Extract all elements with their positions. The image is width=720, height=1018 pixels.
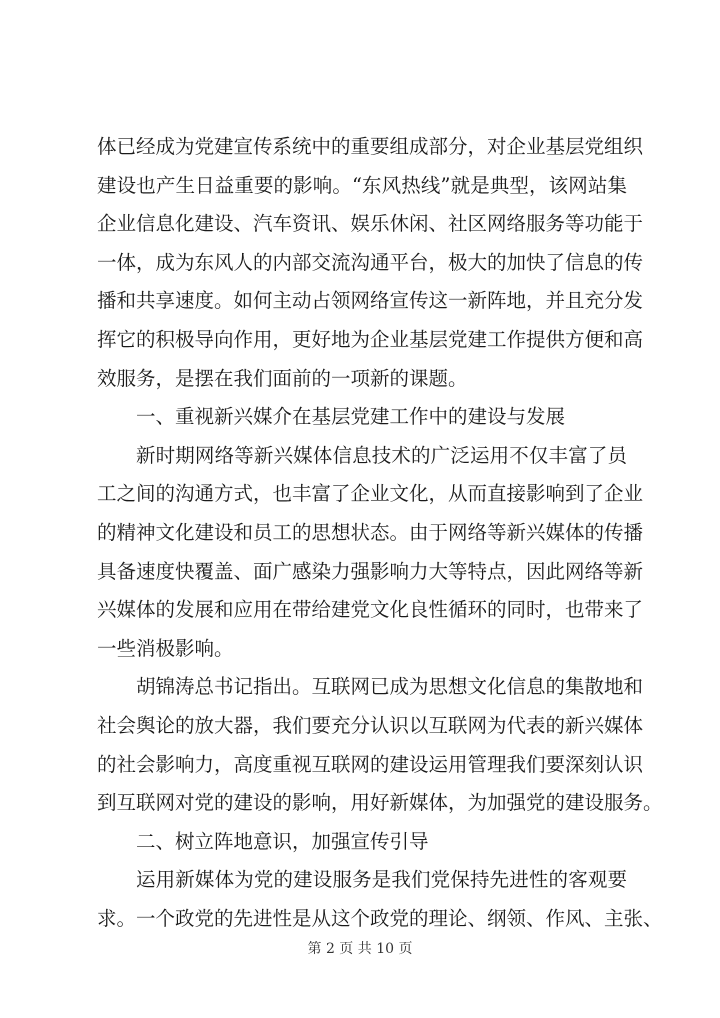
text-line-13: 兴媒体的发展和应用在带给建党文化良性循环的同时，也带来了 <box>97 598 644 622</box>
text-line-12: 具备速度快覆盖、面广感染力强影响力大等特点，因此网络等新 <box>97 559 644 583</box>
text-line-14: 一些消极影响。 <box>97 636 234 660</box>
page-number-footer: 第 2 页 共 10 页 <box>307 941 413 957</box>
text-line-15: 胡锦涛总书记指出。互联网已成为思想文化信息的集散地和 <box>136 675 644 699</box>
text-line-9: 新时期网络等新兴媒体信息技术的广泛运用不仅丰富了员 <box>136 443 627 467</box>
section-heading-1: 一、重视新兴媒介在基层党建工作中的建设与发展 <box>136 405 566 429</box>
text-line-21: 求。一个政党的先进性是从这个政党的理论、纲领、作风、主张、 <box>97 906 663 930</box>
section-heading-2: 二、树立阵地意识，加强宣传引导 <box>136 829 429 853</box>
text-line-20: 运用新媒体为党的建设服务是我们党保持先进性的客观要 <box>136 868 627 892</box>
text-line-10: 工之间的沟通方式，也丰富了企业文化，从而直接影响到了企业 <box>97 482 644 506</box>
text-line-2: 建设也产生日益重要的影响。“东风热线”就是典型，该网站集 <box>97 173 627 197</box>
document-body <box>97 128 663 938</box>
text-line-5: 播和共享速度。如何主动占领网络宣传这一新阵地，并且充分发 <box>97 289 644 313</box>
text-line-18: 到互联网对党的建设的影响，用好新媒体，为加强党的建设服务。 <box>97 791 663 815</box>
text-line-16: 社会舆论的放大器，我们要充分认识以互联网为代表的新兴媒体 <box>97 713 644 737</box>
text-line-3: 企业信息化建设、汽车资讯、娱乐休闲、社区网络服务等功能于 <box>97 212 644 236</box>
text-line-1: 体已经成为党建宣传系统中的重要组成部分，对企业基层党组织 <box>97 135 644 158</box>
text-line-11: 的精神文化建设和员工的思想状态。由于网络等新兴媒体的传播 <box>97 520 644 544</box>
text-line-4: 一体，成为东风人的内部交流沟通平台，极大的加快了信息的传 <box>97 250 644 274</box>
text-line-17: 的社会影响力，高度重视互联网的建设运用管理我们要深刻认识 <box>97 752 644 776</box>
text-line-6: 挥它的积极导向作用，更好地为企业基层党建工作提供方便和高 <box>97 327 644 351</box>
text-line-7: 效服务，是摆在我们面前的一项新的课题。 <box>97 366 468 390</box>
